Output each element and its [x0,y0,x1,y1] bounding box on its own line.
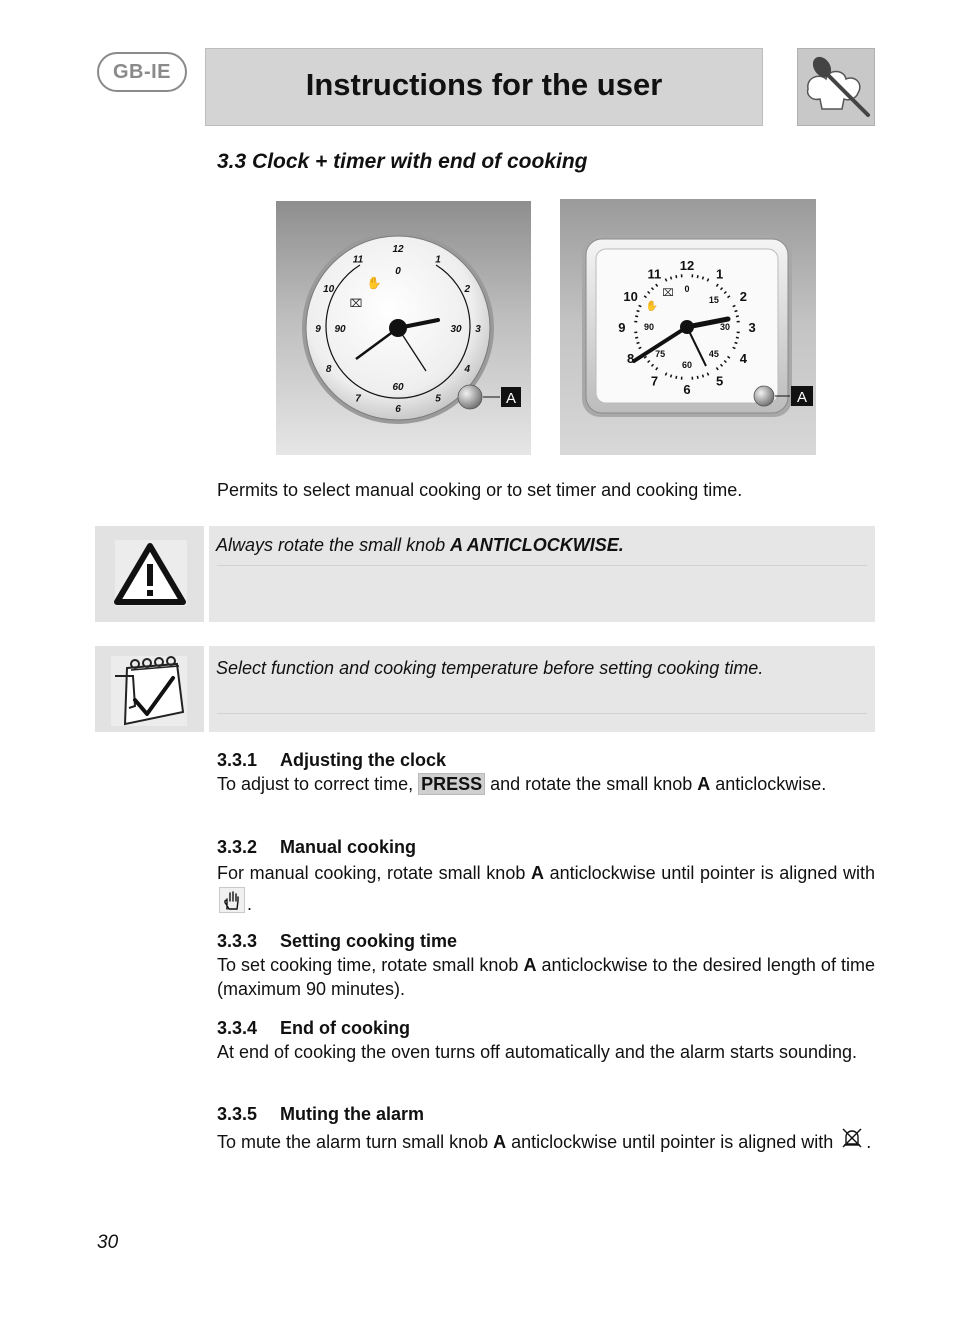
subsection-heading: 3.3.4 End of cooking [217,1018,410,1038]
page-number: 30 [97,1232,119,1253]
minute-tick [671,375,672,378]
hour-number: 7 [650,373,659,389]
warning-icon-box [95,526,204,622]
minute-tick [697,376,698,379]
hour-number: 1 [435,254,441,266]
notepad-check-icon [95,646,204,732]
hour-number: 5 [435,393,441,405]
region-badge: GB-IE [97,52,187,92]
hour-number: 12 [392,244,404,255]
timer-label: 30 [719,322,731,332]
minute-tick [697,275,698,278]
timer-label: 90 [334,324,346,335]
hour-number: 1 [715,266,724,282]
hour-number: 10 [323,284,335,295]
hour-number: 11 [647,266,662,282]
minute-tick [637,343,640,344]
note-text: Select function and cooking temperature before setting cooking time. [216,658,764,678]
subsection-heading: 3.3.5 Muting the alarm [217,1104,425,1124]
header-bar [205,48,763,126]
minute-tick [635,316,638,317]
hour-number: 8 [626,351,635,366]
knob-a [754,386,774,406]
warning-text: Always rotate the small knob A ANTICLOCKWISE. [216,535,624,555]
minute-tick [703,277,704,280]
hour-number: 3 [475,324,481,335]
timer-label: 15 [708,295,719,306]
hour-number: 2 [464,284,471,295]
hand-symbol-icon: ✋ [645,301,659,312]
knob-a [458,385,482,409]
knob-label: A [505,390,517,407]
minute-tick [736,316,739,317]
warning-box [209,526,875,622]
subsection-heading: 3.3.1 Adjusting the clock [217,750,447,770]
page-title: Instructions for the user [305,67,663,102]
timer-label: 45 [708,348,719,359]
timer-label: 0 [684,284,690,294]
hour-number: 9 [618,320,626,335]
bell-muted-symbol-icon: ⌧ [349,298,363,310]
bell-muted-icon [840,1126,864,1150]
note-box [209,646,875,732]
subsection-body: At end of cooking the oven turns off automatically and the alarm starts sounding. [217,1042,858,1062]
subsection-heading: 3.3.2 Manual cooking [217,837,417,857]
minute-tick [676,275,677,278]
subsection-body: To mute the alarm turn small knob A anticlockwise until pointer is aligned with . [217,1126,875,1156]
hour-number: 4 [464,364,471,375]
subsection-3-3-2 [217,835,875,918]
hour-number: 4 [739,351,748,366]
hour-number: 3 [748,320,756,335]
round-clock-image [276,201,531,455]
subsection-body: For manual cooking, rotate small knob A anticlockwise until pointer is aligned with . [217,863,875,914]
minute-tick [736,337,739,338]
section-title: 3.3 Clock + timer with end of cooking [217,150,588,173]
hour-number: 10 [623,289,638,304]
subsection-body: To set cooking time, rotate small knob A anticlockwise to the desired length of time (maximum 90 minutes). [217,955,875,999]
timer-label: 30 [450,324,462,335]
minute-tick [671,277,672,280]
subsection-3-3-5 [217,1102,875,1156]
timer-label: 90 [643,322,655,332]
subsection-3-3-1 [217,748,875,796]
hour-number: 6 [395,404,401,415]
chef-hat-spoon-icon [797,48,875,126]
hour-number: 5 [715,373,724,389]
minute-tick [735,343,738,344]
hour-number: 2 [739,289,748,304]
square-clock-image [560,199,816,455]
note-icon-box [95,646,204,732]
timer-label: 60 [392,382,404,393]
knob-label: A [796,389,808,406]
hour-number: 7 [355,393,361,405]
hour-number: 6 [683,382,691,397]
minute-tick [637,311,640,312]
timer-label: 0 [395,266,401,277]
warning-triangle-icon [95,526,204,622]
hour-number: 11 [352,254,364,266]
subsection-3-3-3 [217,929,875,1001]
timer-label: 75 [655,348,666,359]
intro-text: Permits to select manual cooking or to set timer and cooking time. [217,480,743,500]
subsection-body: To adjust to correct time, PRESS and rotate the small knob A anticlockwise. [217,774,827,794]
timer-label: 60 [681,360,693,370]
bell-muted-symbol-icon: ⌧ [662,288,674,299]
hour-number: 9 [315,324,321,335]
minute-tick [676,376,677,379]
hour-number: 12 [679,258,695,273]
minute-tick [635,337,638,338]
manual-hand-icon [219,887,245,913]
subsection-3-3-4 [217,1016,875,1064]
subsection-heading: 3.3.3 Setting cooking time [217,931,458,951]
minute-tick [735,311,738,312]
hour-number: 8 [325,364,332,375]
minute-tick [703,375,704,378]
hand-symbol-icon: ✋ [366,276,382,290]
